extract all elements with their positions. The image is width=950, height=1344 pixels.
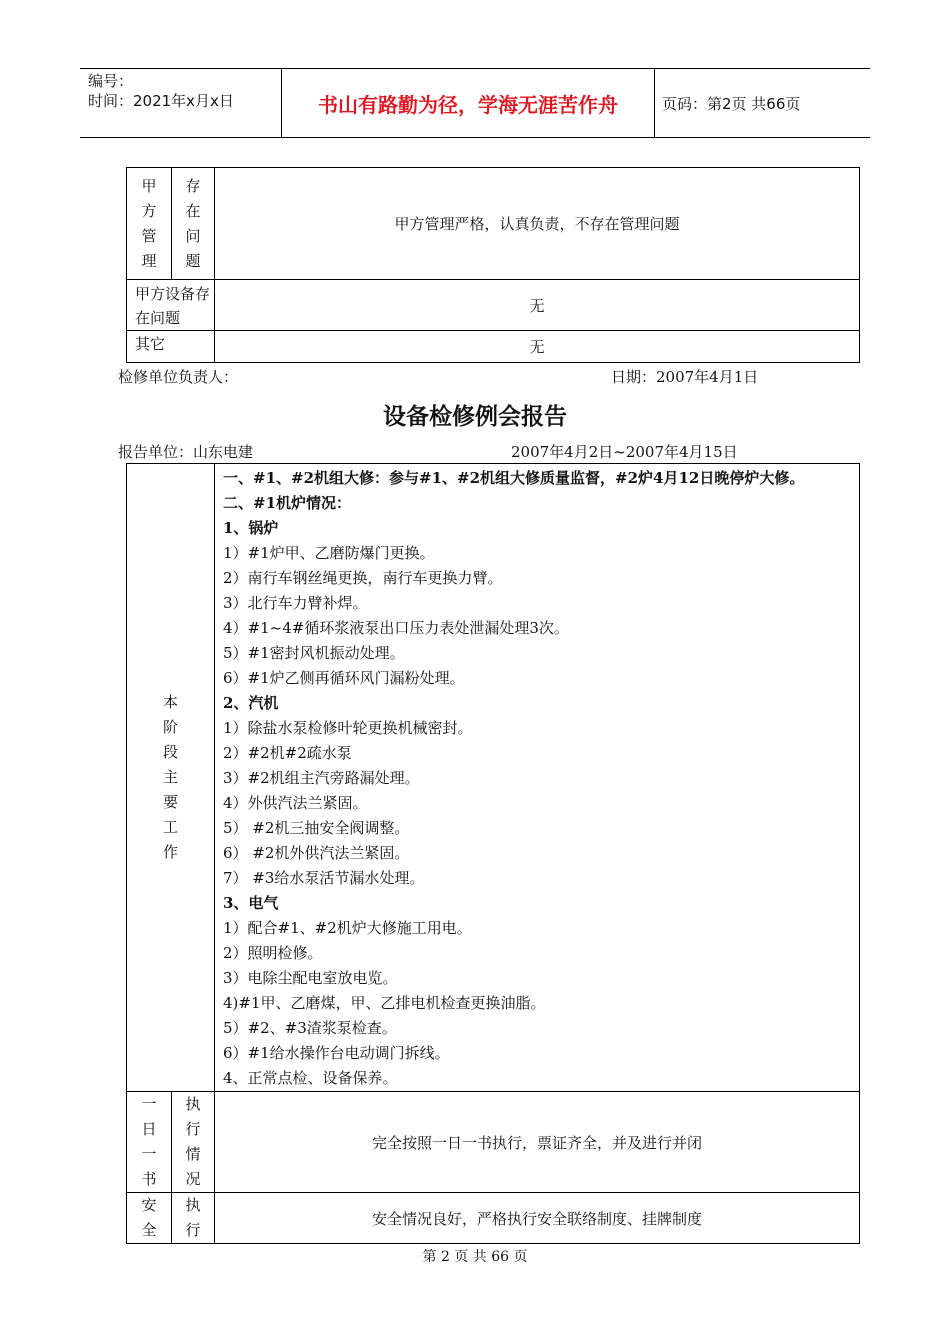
work-line: 2、汽机 [223,694,279,712]
party-a-management-cell: 甲方管理 [127,168,172,280]
work-line: 5）#2、#3渣浆泵检查。 [223,1019,397,1037]
management-issues-content: 甲方管理严格，认真负责，不存在管理问题 [215,168,860,280]
other-label: 其它 [127,331,215,363]
page-header [80,68,870,138]
main-work-label: 本阶段主要工作 [127,464,215,1092]
existing-issues-cell: 存在问题 [172,168,215,280]
work-line: 1）除盐水泵检修叶轮更换机械密封。 [223,719,473,737]
work-line: 3）电除尘配电室放电览。 [223,969,398,987]
work-line: 7） #3给水泵活节漏水处理。 [223,869,425,887]
equipment-issues-label: 甲方设备存在问题 [127,280,215,331]
one-day-one-book-content: 完全按照一日一书执行，票证齐全，并及进行并闭 [215,1092,860,1193]
one-day-one-book-cell: 一日一书 [127,1092,172,1193]
work-line: 5）#1密封风机振动处理。 [223,644,405,662]
safety-cell: 安全 [127,1193,172,1244]
management-table [126,167,860,363]
maintenance-lead-label: 检修单位负责人： [118,368,239,386]
work-line: 3、电气 [223,894,279,912]
sign-date: 日期：2007年4月1日 [611,368,759,386]
report-unit: 报告单位：山东电建 [118,443,254,461]
work-line: 3）#2机组主汽旁路漏处理。 [223,769,420,787]
header-meta [80,69,282,137]
report-table [126,463,860,1244]
work-line: 二、#1机炉情况： [223,494,352,512]
report-period: 2007年4月2日~2007年4月15日 [511,443,738,461]
safety-execution-cell: 执行 [172,1193,215,1244]
work-line: 4）#1~4#循环浆液泵出口压力表处泄漏处理3次。 [223,619,569,637]
motto: 书山有路勤为径，学海无涯苦作舟 [282,69,655,137]
work-line: 一、#1、#2机组大修：参与#1、#2机组大修质量监督，#2炉4月12日晚停炉大修。 [223,469,805,487]
work-line: 2）#2机#2疏水泵 [223,744,352,762]
work-line: 4、正常点检、设备保养。 [223,1069,398,1087]
report-title: 设备检修例会报告 [383,403,567,430]
main-work-content [215,464,860,1092]
work-line: 6）#1炉乙侧再循环风门漏粉处理。 [223,669,465,687]
work-line: 1、锅炉 [223,519,279,537]
equipment-issues-content: 无 [215,280,860,331]
work-line: 6）#1给水操作台电动调门拆线。 [223,1044,450,1062]
page-info: 页码：第2页 共66页 [662,94,801,113]
work-line: 2）照明检修。 [223,944,323,962]
other-content: 无 [215,331,860,363]
work-line: 1）#1炉甲、乙磨防爆门更换。 [223,544,435,562]
work-line: 4）外供汽法兰紧固。 [223,794,368,812]
number-label: 编号： [88,72,134,90]
execution-status-cell: 执行情况 [172,1092,215,1193]
work-line: 5） #2机三抽安全阀调整。 [223,819,410,837]
work-line: 4)#1甲、乙磨煤，甲、乙排电机检查更换油脂。 [223,994,546,1012]
work-line: 2）南行车钢丝绳更换，南行车更换力臂。 [223,569,503,587]
work-line: 6） #2机外供汽法兰紧固。 [223,844,410,862]
safety-content: 安全情况良好，严格执行安全联络制度、挂牌制度 [215,1193,860,1244]
work-line: 3）北行车力臂补焊。 [223,594,368,612]
page-footer: 第 2 页 共 66 页 [422,1249,528,1265]
work-line: 1）配合#1、#2机炉大修施工用电。 [223,919,472,937]
date-line: 时间：2021年x月x日 [88,92,234,110]
